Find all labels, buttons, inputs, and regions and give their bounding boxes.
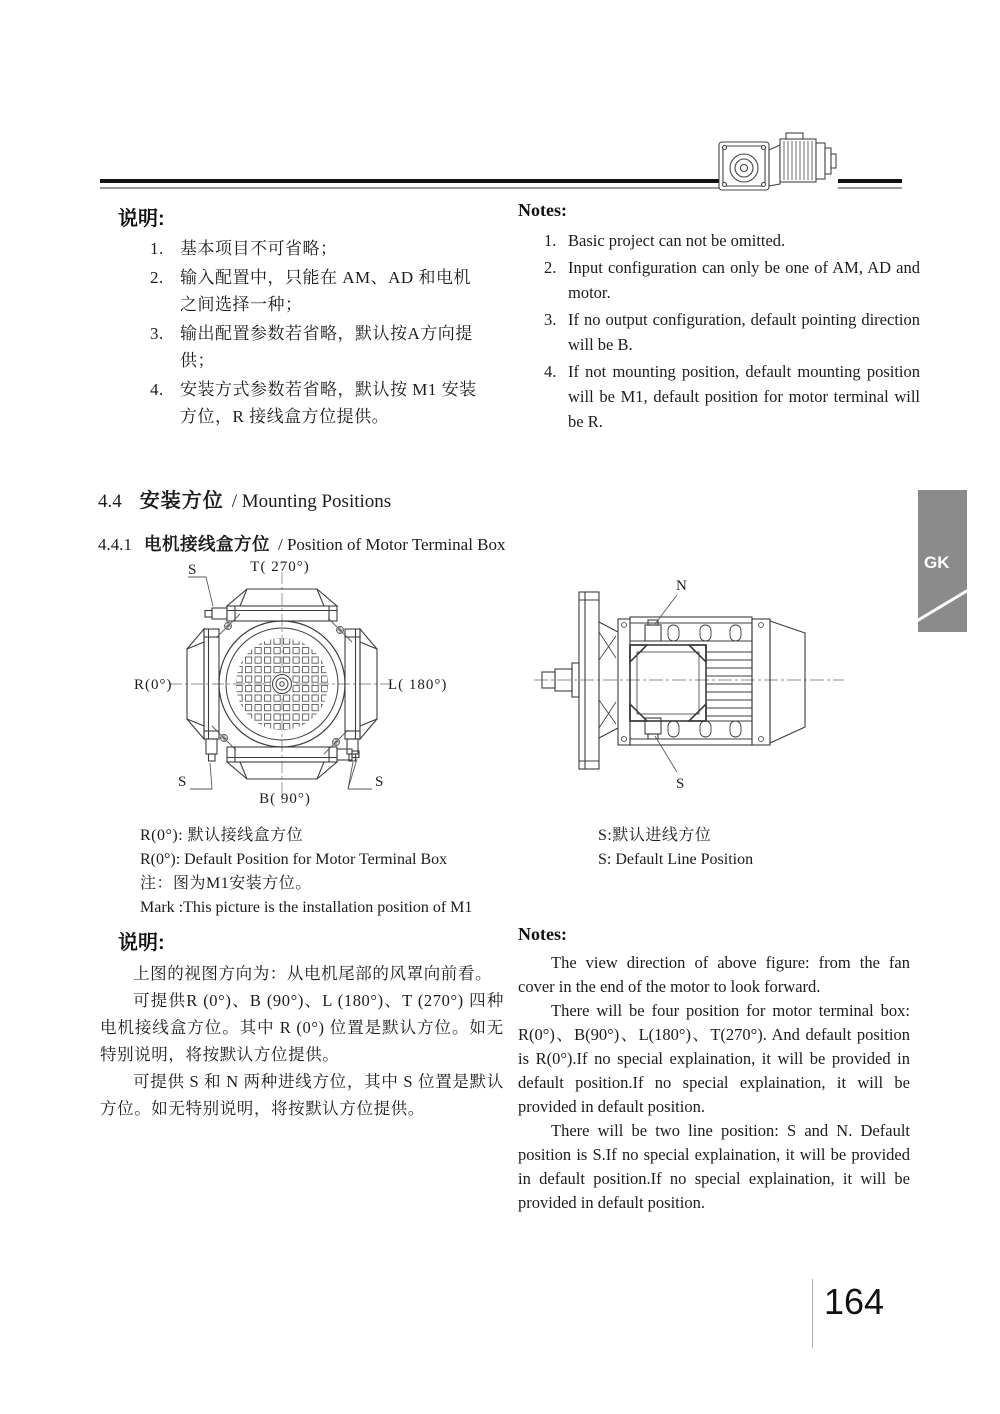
header-rule-thick-right [838, 179, 902, 183]
side-tab-gk [895, 488, 970, 636]
caption-line: 注：图为M1安装方位。 [140, 875, 312, 892]
caption-right [598, 824, 753, 872]
motor-frame [630, 617, 752, 745]
paragraph: The view direction of above figure: from the fan cover in the end of the motor to look forward. [518, 953, 910, 996]
paragraph: 可提供 S 和 N 两种进线方位，其中 S 位置是默认方位。如无特别说明，将按默认方位提供。 [100, 1072, 504, 1118]
label-s: S [676, 776, 685, 792]
item-text: If no output configuration, default pointing direction will be B. [568, 310, 920, 354]
item-number: 3. [150, 324, 164, 343]
bottom-notes-en [518, 924, 910, 1215]
item-text: 输出配置参数若省略，默认按A方向提供； [180, 324, 473, 370]
bottom-notes-en-paragraphs [518, 951, 910, 1215]
list-item [150, 264, 482, 318]
gland-left-bottom [206, 739, 217, 761]
motor-front-view-diagram [132, 556, 462, 816]
item-number: 2. [544, 258, 557, 277]
paragraph: 可提供R (0°)、B (90°)、L (180°)、T (270°) 四种电机接线盒方位。其中 R (0°) 位置是默认方位。如无特别说明，将按默认方位提供。 [100, 991, 504, 1064]
top-notes-en [518, 200, 920, 434]
caption-line: Mark :This picture is the installation position of M1 [140, 899, 473, 916]
label-t270: T( 270°) [250, 559, 310, 575]
item-number: 3. [544, 310, 557, 329]
section-title-cn: 安装方位 [139, 490, 224, 512]
item-number: 1. [544, 231, 557, 250]
caption-line: R(0°): 默认接线盒方位 [140, 827, 304, 844]
label-s-bottom-left: S [178, 774, 188, 790]
label-r0: R(0°) [134, 677, 173, 693]
item-number: 4. [544, 362, 557, 381]
fan-cover [219, 621, 345, 747]
label-s-bottom-right: S [375, 774, 385, 790]
caption-line: R(0°): Default Position for Motor Terminal Box [140, 851, 448, 868]
header-rule-thin-right [838, 187, 902, 189]
bottom-notes-cn [100, 926, 504, 1122]
flange [579, 592, 599, 769]
rear-bracket [752, 619, 770, 745]
list-item [544, 255, 920, 305]
cooling-fins [706, 652, 752, 716]
item-text: 输入配置中，只能在 AM、AD 和电机之间选择一种； [180, 268, 471, 314]
bottom-notes-cn-paragraphs [100, 960, 504, 1122]
top-notes-cn-list [150, 235, 482, 430]
paragraph: 上图的视图方向为：从电机尾部的风罩向前看。 [133, 964, 493, 983]
section-heading-4-4-1 [98, 531, 506, 556]
gearbox-icon [716, 128, 840, 196]
section-title-cn: 电机接线盒方位 [144, 534, 270, 554]
top-notes-en-heading: Notes: [518, 200, 567, 220]
header-rule-thick-left [100, 179, 722, 183]
item-text: If not mounting position, default mounting position will be M1, default position for motor terminal will be R. [568, 362, 920, 431]
top-notes-cn [118, 202, 482, 430]
item-number: 1. [150, 239, 164, 258]
page-number: 164 [824, 1281, 885, 1322]
item-text: 安装方式参数若省略，默认按 M1 安装方位，R 接线盒方位提供。 [180, 380, 477, 426]
label-n: N [676, 578, 687, 594]
stator-block [630, 645, 706, 721]
footer-rule [812, 1279, 813, 1348]
section-number: 4.4 [98, 491, 122, 512]
list-item [544, 228, 920, 253]
fan-cowl [770, 621, 805, 743]
caption-line: S:默认进线方位 [598, 827, 712, 844]
list-item [150, 235, 482, 262]
caption-line: S: Default Line Position [598, 851, 754, 868]
item-number: 4. [150, 380, 164, 399]
section-title-en: / Position of Motor Terminal Box [278, 535, 506, 554]
item-text: Input configuration can only be one of AM, AD and motor. [568, 258, 920, 302]
section-heading-4-4 [98, 484, 391, 513]
front-bracket [618, 619, 630, 745]
bottom-notes-cn-heading: 说明: [118, 932, 165, 954]
item-number: 2. [150, 268, 164, 287]
list-item [544, 359, 920, 434]
label-b90: B( 90°) [259, 791, 311, 807]
header-rule-thin-left [100, 187, 722, 189]
item-text: 基本项目不可省略； [180, 239, 338, 258]
list-item [544, 307, 920, 357]
gland-top-left [205, 608, 227, 619]
item-text: Basic project can not be omitted. [568, 231, 786, 250]
list-item [150, 320, 482, 374]
paragraph: There will be two line position: S and N. Default position is S.If no special explaination, it will be provided in default position.If no special explaination, it will be provided in default position. [518, 1121, 910, 1212]
label-s-top-left: S [188, 562, 198, 578]
bottom-notes-en-heading: Notes: [518, 924, 567, 944]
list-item [150, 376, 482, 430]
top-notes-en-list [544, 228, 920, 434]
section-number: 4.4.1 [98, 535, 132, 554]
caption-left [140, 824, 472, 920]
line-position-labels [676, 578, 687, 792]
paragraph: There will be four position for motor terminal box: R(0°)、B(90°)、L(180°)、T(270°). And default position is R(0°).If no special explaination, it will be provided in default position.If no special explaination, it will be provided in default position. [518, 1001, 910, 1116]
motor-side-view-diagram [528, 562, 848, 797]
side-tab-label: GK [924, 553, 950, 572]
top-notes-cn-heading: 说明: [118, 208, 165, 230]
label-l180: L( 180°) [388, 677, 448, 693]
section-title-en: / Mounting Positions [231, 491, 392, 512]
